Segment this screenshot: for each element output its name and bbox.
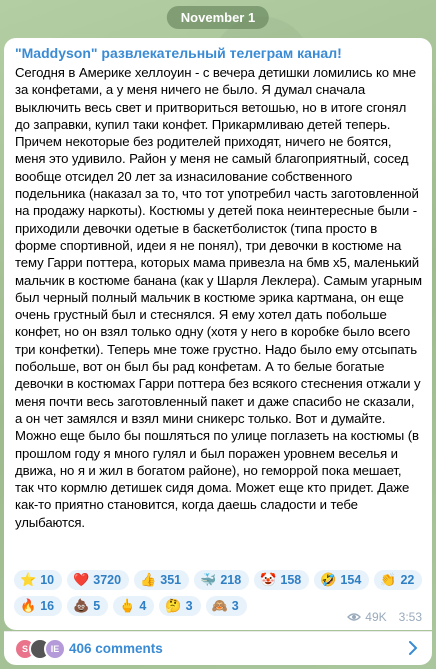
reaction-count: 22 bbox=[400, 573, 415, 587]
reaction-middle-finger[interactable] bbox=[113, 596, 154, 616]
thinking-icon: 🤔 bbox=[165, 598, 182, 613]
star-icon: ⭐ bbox=[20, 572, 37, 587]
reaction-poop[interactable] bbox=[67, 596, 108, 616]
eye-icon bbox=[347, 612, 361, 622]
reaction-monkey[interactable] bbox=[206, 596, 247, 616]
reaction-count: 4 bbox=[139, 599, 147, 613]
reaction-count: 158 bbox=[280, 573, 302, 587]
channel-title[interactable]: "Maddyson" развлекательный телеграм канал! bbox=[15, 45, 342, 61]
reaction-thinking[interactable] bbox=[159, 596, 200, 616]
monkey-icon: 🙈 bbox=[211, 598, 228, 613]
commenter-avatars bbox=[14, 638, 59, 660]
date-separator: November 1 bbox=[167, 6, 269, 29]
reaction-count: 218 bbox=[220, 573, 242, 587]
reaction-fire[interactable] bbox=[14, 596, 62, 616]
reaction-star[interactable] bbox=[14, 570, 62, 590]
reaction-clap[interactable] bbox=[374, 570, 422, 590]
fire-icon: 🔥 bbox=[20, 598, 37, 613]
post-text: Сегодня в Америке хеллоуин - с вечера детишки ломились ко мне за конфетами, а у меня ничего не было. Я думал сначала выключить весь свет и притвориться ветошью, но в итоге сгонял до заправки, купил таки конфет. Прикармливаю детей теперь. Причем некоторые без родителей приходят, ничего не боятся, меня это удивило. Район у меня не самый благоприятный, сосед вообще отсидел 20 лет за изнасилование собственного подельника (наказал за то, что тот употребил часть заготовленной на продажу наркоты). Костюмы у детей пока неинтересные были - приходили девочки одетые в баскетболисток (типа просто в форме спортивной, идеи я не понял), три девочки в костюме на тему Гарри поттера, которых мама привезла на бмв х5, маленький мальчик в костюме банана (как у Шарля Леклера). Самым угарным был черный полный мальчик в костюме эрика картмана, он еще очень грустный был и стеснялся. Я ему хотел дать побольше конфет, но он взял только одну (хотя у него в коробке было всего три конфетки). Теперь мне тоже грустно. Надо было ему отсыпать побольше, вот он был бы рад конфетам. А то белые богатые девочки в костюмах Гарри поттера без всякого стеснения отжали у меня почти весь заготовленный пакет и даже спасибо не сказали, а он чет замялся и взял мини сникерс только. Вот и думайте. Можно еще было бы пошляться по улице поглазеть на костюмы (в прошлом году я много гулял и был поражен уровнем веселья и движа, но я и жил в богатом районе), но геморрой пока мешает, так что кормлю детишек сидя дома. Может еще кто придет. Даже как-то приятно становится, когда даешь сладости и тебе улыбаются. bbox=[15, 65, 422, 530]
whale-icon: 🐳 bbox=[200, 572, 217, 587]
reaction-count: 16 bbox=[40, 599, 55, 613]
avatar: S bbox=[14, 638, 36, 660]
reaction-whale[interactable] bbox=[194, 570, 249, 590]
thumbs-up-icon: 👍 bbox=[140, 572, 157, 587]
reaction-count: 351 bbox=[160, 573, 182, 587]
message-time: 3:53 bbox=[398, 610, 422, 624]
message-meta bbox=[347, 610, 422, 624]
reaction-count: 10 bbox=[40, 573, 55, 587]
middle-finger-icon: 🖕 bbox=[119, 598, 136, 613]
reaction-count: 3720 bbox=[93, 573, 122, 587]
avatar: IE bbox=[44, 638, 66, 660]
chevron-right-icon bbox=[408, 641, 418, 655]
clap-icon: 👏 bbox=[380, 572, 397, 587]
rofl-icon: 🤣 bbox=[320, 572, 337, 587]
reaction-clown[interactable] bbox=[254, 570, 309, 590]
reaction-count: 3 bbox=[231, 599, 239, 613]
heart-icon: ❤️ bbox=[73, 572, 90, 587]
clown-icon: 🤡 bbox=[260, 572, 277, 587]
reaction-thumbs-up[interactable] bbox=[134, 570, 189, 590]
view-count: 49K bbox=[365, 610, 387, 624]
reaction-rofl[interactable] bbox=[314, 570, 369, 590]
comments-button[interactable] bbox=[4, 631, 432, 665]
reaction-count: 5 bbox=[93, 599, 101, 613]
reaction-count: 3 bbox=[185, 599, 193, 613]
reaction-heart[interactable] bbox=[67, 570, 129, 590]
comments-count: 406 comments bbox=[69, 641, 163, 656]
reaction-count: 154 bbox=[340, 573, 362, 587]
poop-icon: 💩 bbox=[73, 598, 90, 613]
message-bubble bbox=[4, 38, 432, 630]
